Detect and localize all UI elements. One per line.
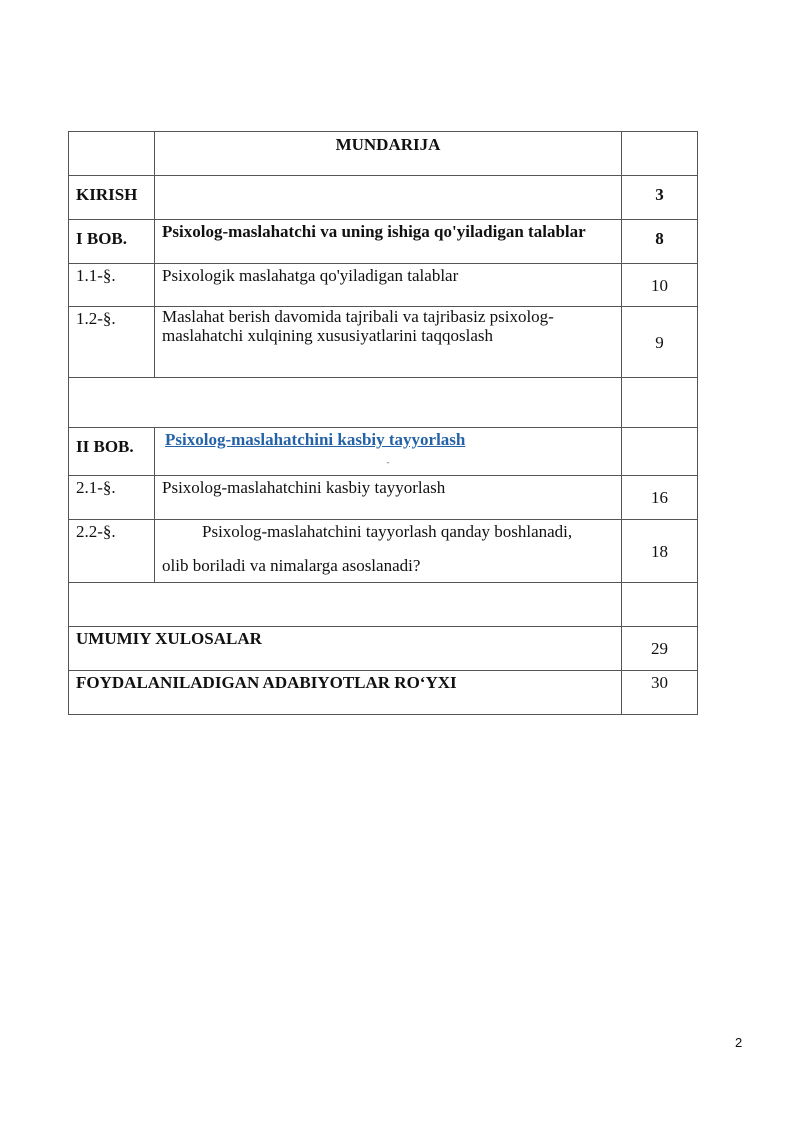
chapter-1-label: I BOB. [69, 220, 155, 264]
empty-cell [622, 132, 698, 176]
toc-row-conclusions [69, 627, 698, 671]
empty-cell [155, 176, 622, 220]
section-1-2-title: Maslahat berish davomida tajribali va tajribasiz psixolog-maslahatchi xulqining xususiyatlarini taqqoslash [155, 307, 622, 378]
toc-row-section-2-1 [69, 476, 698, 520]
references-page: 30 [622, 671, 698, 715]
toc-title-row [69, 132, 698, 176]
empty-cell [69, 583, 622, 627]
section-1-2-page: 9 [622, 307, 698, 378]
conclusions-page: 29 [622, 627, 698, 671]
section-1-2-number: 1.2-§. [69, 307, 155, 378]
kirish-label: KIRISH [69, 176, 155, 220]
toc-title: MUNDARIJA [155, 132, 622, 176]
section-1-1-title: Psixologik maslahatga qo'yiladigan talablar [155, 264, 622, 307]
toc-row-section-1-2 [69, 307, 698, 378]
toc-row-chapter-1 [69, 220, 698, 264]
section-2-2-title-line1: Psixolog-maslahatchini tayyorlash qanday boshlanadi, [202, 522, 573, 541]
table-of-contents [68, 131, 698, 715]
toc-row-section-2-2 [69, 520, 698, 583]
section-2-2-title-line2: olib boriladi va nimalarga asoslanadi? [162, 556, 421, 575]
references-label: FOYDALANILADIGAN ADABIYOTLAR RO‘YXI [69, 671, 622, 715]
toc-row-kirish [69, 176, 698, 220]
section-2-1-number: 2.1-§. [69, 476, 155, 520]
kirish-page: 3 [622, 176, 698, 220]
toc-spacer-row [69, 378, 698, 428]
section-2-2-number: 2.2-§. [69, 520, 155, 583]
toc-row-references [69, 671, 698, 715]
toc-row-section-1-1 [69, 264, 698, 307]
dash-mark: - [386, 457, 390, 467]
chapter-1-page: 8 [622, 220, 698, 264]
page-number: 2 [735, 1035, 743, 1050]
chapter-2-title-link[interactable]: Psixolog-maslahatchini kasbiy tayyorlash [165, 430, 466, 449]
empty-cell [69, 378, 622, 428]
section-1-1-number: 1.1-§. [69, 264, 155, 307]
empty-cell [622, 428, 698, 476]
section-2-1-title: Psixolog-maslahatchini kasbiy tayyorlash [155, 476, 622, 520]
empty-cell [69, 132, 155, 176]
section-2-1-page: 16 [622, 476, 698, 520]
toc-spacer-row [69, 583, 698, 627]
chapter-2-cell [155, 428, 622, 476]
section-2-2-page: 18 [622, 520, 698, 583]
empty-cell [622, 583, 698, 627]
section-2-2-title [155, 520, 622, 583]
toc-row-chapter-2 [69, 428, 698, 476]
empty-cell [622, 378, 698, 428]
chapter-1-title: Psixolog-maslahatchi va uning ishiga qo'yiladigan talablar [155, 220, 622, 264]
conclusions-label: UMUMIY XULOSALAR [69, 627, 622, 671]
chapter-2-label: II BOB. [69, 428, 155, 476]
section-1-1-page: 10 [622, 264, 698, 307]
